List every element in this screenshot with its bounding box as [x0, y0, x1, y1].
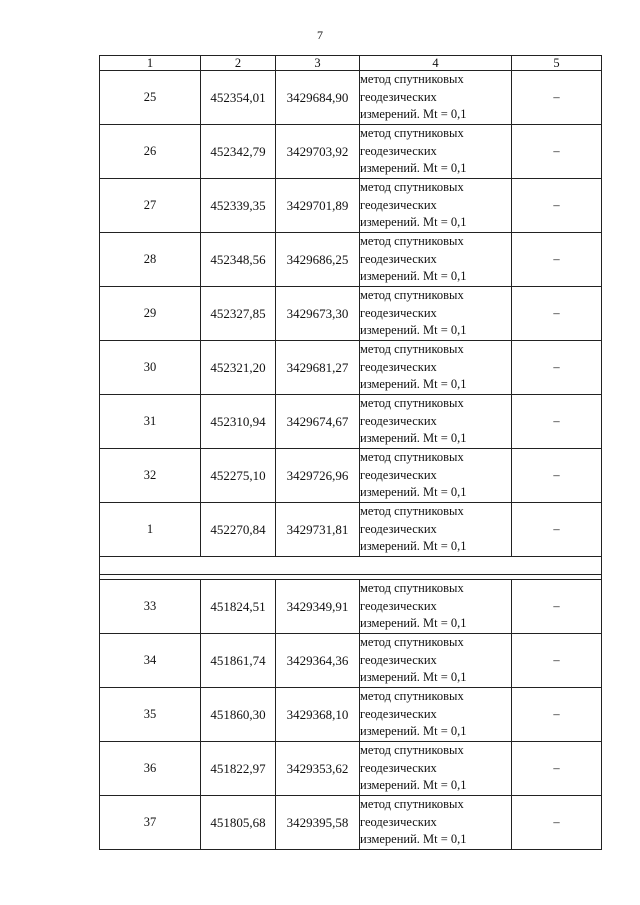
table-row	[100, 449, 602, 503]
method-cell	[360, 179, 512, 233]
header-col-3: 3	[276, 56, 360, 71]
method-line: метод спутниковых	[360, 689, 464, 704]
point-number: 28	[100, 233, 201, 287]
method-line: измерений. Mt = 0,1	[360, 377, 467, 392]
method-line: геодезических	[360, 652, 437, 667]
point-number: 1	[100, 503, 201, 557]
method-line: геодезических	[360, 251, 437, 266]
table-row	[100, 179, 602, 233]
method-cell	[360, 796, 512, 850]
header-col-1: 1	[100, 56, 201, 71]
method-cell	[360, 634, 512, 688]
method-line: метод спутниковых	[360, 797, 464, 812]
method-cell	[360, 341, 512, 395]
method-line: метод спутниковых	[360, 342, 464, 357]
coord-y: 3429674,67	[276, 395, 360, 449]
method-cell	[360, 503, 512, 557]
coord-x: 451805,68	[201, 796, 276, 850]
column-5-value: –	[512, 688, 602, 742]
coord-x: 452348,56	[201, 233, 276, 287]
method-line: метод спутниковых	[360, 743, 464, 758]
method-cell	[360, 71, 512, 125]
column-5-value: –	[512, 395, 602, 449]
column-5-value: –	[512, 341, 602, 395]
column-5-value: –	[512, 179, 602, 233]
coord-y: 3429364,36	[276, 634, 360, 688]
table-row	[100, 125, 602, 179]
method-line: метод спутниковых	[360, 180, 464, 195]
table-row	[100, 688, 602, 742]
table-row	[100, 796, 602, 850]
coord-y: 3429731,81	[276, 503, 360, 557]
method-line: геодезических	[360, 521, 437, 536]
coord-y: 3429686,25	[276, 233, 360, 287]
column-5-value: –	[512, 796, 602, 850]
coord-x: 452270,84	[201, 503, 276, 557]
table-row	[100, 395, 602, 449]
coord-x: 451861,74	[201, 634, 276, 688]
header-col-2: 2	[201, 56, 276, 71]
method-line: измерений. Mt = 0,1	[360, 616, 467, 631]
point-number: 27	[100, 179, 201, 233]
point-number: 26	[100, 125, 201, 179]
method-line: измерений. Mt = 0,1	[360, 832, 467, 847]
coord-y: 3429701,89	[276, 179, 360, 233]
header-row	[100, 56, 602, 71]
column-5-value: –	[512, 287, 602, 341]
coord-y: 3429684,90	[276, 71, 360, 125]
coord-x: 452339,35	[201, 179, 276, 233]
coord-y: 3429703,92	[276, 125, 360, 179]
coord-y: 3429673,30	[276, 287, 360, 341]
table-row	[100, 503, 602, 557]
method-cell	[360, 688, 512, 742]
point-number: 35	[100, 688, 201, 742]
coord-x: 452321,20	[201, 341, 276, 395]
point-number: 32	[100, 449, 201, 503]
method-line: метод спутниковых	[360, 581, 464, 596]
coord-y: 3429368,10	[276, 688, 360, 742]
method-line: измерений. Mt = 0,1	[360, 161, 467, 176]
method-cell	[360, 287, 512, 341]
coord-x: 452342,79	[201, 125, 276, 179]
point-number: 29	[100, 287, 201, 341]
coord-x: 451824,51	[201, 580, 276, 634]
method-line: метод спутниковых	[360, 126, 464, 141]
method-line: геодезических	[360, 359, 437, 374]
coord-x: 452275,10	[201, 449, 276, 503]
coord-x: 451860,30	[201, 688, 276, 742]
coordinates-table	[99, 55, 602, 850]
table-row	[100, 580, 602, 634]
point-number: 25	[100, 71, 201, 125]
column-5-value: –	[512, 503, 602, 557]
method-line: метод спутниковых	[360, 635, 464, 650]
method-cell	[360, 580, 512, 634]
coord-x: 452310,94	[201, 395, 276, 449]
column-5-value: –	[512, 233, 602, 287]
method-line: измерений. Mt = 0,1	[360, 670, 467, 685]
table-row	[100, 742, 602, 796]
coord-x: 451822,97	[201, 742, 276, 796]
method-cell	[360, 125, 512, 179]
table-row	[100, 71, 602, 125]
column-5-value: –	[512, 71, 602, 125]
method-line: метод спутниковых	[360, 450, 464, 465]
method-line: метод спутниковых	[360, 396, 464, 411]
method-line: метод спутниковых	[360, 234, 464, 249]
method-line: измерений. Mt = 0,1	[360, 485, 467, 500]
coord-y: 3429349,91	[276, 580, 360, 634]
coord-y: 3429681,27	[276, 341, 360, 395]
coord-x: 452327,85	[201, 287, 276, 341]
point-number: 30	[100, 341, 201, 395]
table-row	[100, 634, 602, 688]
coord-y: 3429353,62	[276, 742, 360, 796]
column-5-value: –	[512, 125, 602, 179]
method-line: геодезических	[360, 706, 437, 721]
method-line: геодезических	[360, 89, 437, 104]
table-row	[100, 233, 602, 287]
method-line: измерений. Mt = 0,1	[360, 269, 467, 284]
method-line: измерений. Mt = 0,1	[360, 539, 467, 554]
method-line: метод спутниковых	[360, 72, 464, 87]
page-number: 7	[317, 28, 323, 42]
table-row	[100, 287, 602, 341]
method-line: геодезических	[360, 143, 437, 158]
section-separator	[100, 557, 602, 575]
point-number: 37	[100, 796, 201, 850]
section-separator-cell	[100, 557, 602, 575]
table-row	[100, 341, 602, 395]
method-cell	[360, 395, 512, 449]
point-number: 31	[100, 395, 201, 449]
point-number: 33	[100, 580, 201, 634]
header-col-5: 5	[512, 56, 602, 71]
point-number: 34	[100, 634, 201, 688]
coord-y: 3429726,96	[276, 449, 360, 503]
method-cell	[360, 742, 512, 796]
point-number: 36	[100, 742, 201, 796]
column-5-value: –	[512, 634, 602, 688]
method-line: геодезических	[360, 305, 437, 320]
method-line: геодезических	[360, 814, 437, 829]
column-5-value: –	[512, 449, 602, 503]
method-line: геодезических	[360, 467, 437, 482]
method-line: измерений. Mt = 0,1	[360, 107, 467, 122]
table-body	[100, 71, 602, 850]
column-5-value: –	[512, 742, 602, 796]
method-line: геодезических	[360, 413, 437, 428]
method-line: геодезических	[360, 760, 437, 775]
method-line: метод спутниковых	[360, 288, 464, 303]
coord-y: 3429395,58	[276, 796, 360, 850]
column-5-value: –	[512, 580, 602, 634]
method-line: метод спутниковых	[360, 504, 464, 519]
method-cell	[360, 233, 512, 287]
method-cell	[360, 449, 512, 503]
method-line: измерений. Mt = 0,1	[360, 778, 467, 793]
header-col-4: 4	[360, 56, 512, 71]
coord-x: 452354,01	[201, 71, 276, 125]
method-line: геодезических	[360, 598, 437, 613]
method-line: измерений. Mt = 0,1	[360, 323, 467, 338]
method-line: измерений. Mt = 0,1	[360, 215, 467, 230]
method-line: измерений. Mt = 0,1	[360, 431, 467, 446]
method-line: геодезических	[360, 197, 437, 212]
method-line: измерений. Mt = 0,1	[360, 724, 467, 739]
